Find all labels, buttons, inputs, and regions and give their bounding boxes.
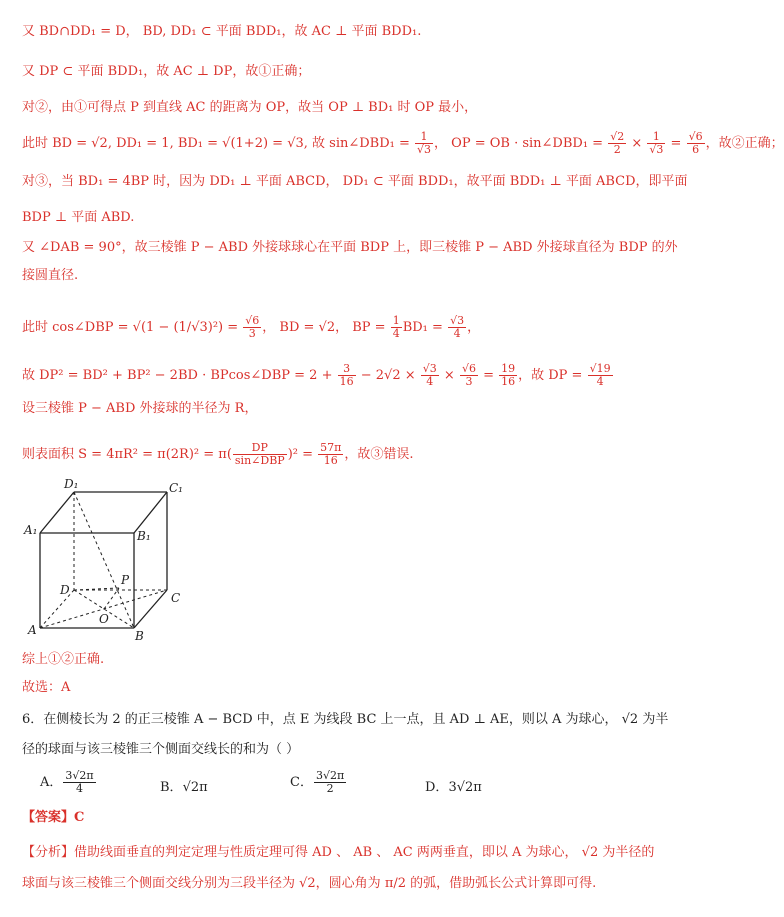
question-6-line-2: 径的球面与该三棱锥三个侧面交线长的和为（ ）: [22, 742, 300, 757]
fraction: $\frac{3}{16}$: [339, 362, 354, 388]
fraction: $\frac{√3}{4}$: [422, 362, 437, 388]
label-a: A: [28, 623, 37, 637]
fraction: $\frac{19}{16}$: [501, 362, 516, 388]
fraction: $\frac{1}{√3}$: [417, 130, 432, 156]
fraction: $\frac{√6}{6}$: [688, 130, 703, 156]
choice-line: 故选：A: [22, 680, 71, 695]
line-9: 此时 cos∠DBP = √(1 − (1/√3)²) = $\frac{√6}{3}$ ， BD = √2， BP = $\frac{1}{4}$ BD₁ = $\frac{√3}{4}$ ，: [22, 314, 481, 340]
line-6: BDP ⊥ 平面 ABD.: [22, 210, 135, 225]
analysis-line-2: 球面与该三棱锥三个侧面交线分别为三段半径为 √2，圆心角为 π/2 的弧，借助弧长公式计算即可得.: [22, 876, 597, 891]
line-8: 接圆直径.: [22, 268, 79, 283]
line-12: 则表面积 S = 4πR² = π(2R)² = π( $\frac{DP}{\text{sin∠DBP}}$ )² = $\frac{57\pi}{16}$ ，故③错误.: [22, 441, 414, 467]
line-1: 又 BD∩DD₁ = D， BD, DD₁ ⊂ 平面 BDD₁，故 AC ⊥ 平面 BDD₁.: [22, 24, 422, 39]
fraction: $\frac{57\pi}{16}$: [320, 441, 342, 467]
summary-line: 综上①②正确.: [22, 652, 105, 667]
option-c[interactable]: C． $\frac{3√2\pi}{2}$: [290, 769, 345, 795]
option-b[interactable]: B．√2π: [160, 780, 208, 795]
question-6-line-1: 6．在侧棱长为 2 的正三棱锥 A − BCD 中，点 E 为线段 BC 上一点，且 AD ⊥ AE，则以 A 为球心， √2 为半: [22, 712, 669, 727]
label-c: C: [171, 591, 181, 605]
fraction: $\frac{√6}{3}$: [245, 314, 260, 340]
line-10: 故 DP² = BD² + BP² − 2BD · BPcos∠DBP = 2 + $\frac{3}{16}$ − 2√2 × $\frac{√3}{4}$ × $\frac{√6}{3}$ = $\frac{19}{16}$ ，故 DP = $\frac{√19}{4}$: [22, 362, 611, 388]
label-b: B: [135, 629, 144, 643]
fraction: $\frac{√19}{4}$: [589, 362, 611, 388]
option-d[interactable]: D．3√2π: [425, 780, 482, 795]
answer-line: 【答案】C: [22, 810, 85, 825]
analysis-line-1: 【分析】借助线面垂直的判定定理与性质定理可得 AD 、 AB 、 AC 两两垂直，即以 A 为球心， √2 为半径的: [22, 845, 655, 860]
line-7: 又 ∠DAB = 90°，故三棱锥 P − ABD 外接球球心在平面 BDP 上，即三棱锥 P − ABD 外接球直径为 BDP 的外: [22, 240, 678, 255]
fraction: $\frac{1}{√3}$: [649, 130, 664, 156]
line-11: 设三棱锥 P − ABD 外接球的半径为 R，: [22, 401, 258, 416]
line-5: 对③，当 BD₁ = 4BP 时，因为 DD₁ ⊥ 平面 ABCD， DD₁ ⊂ 平面 BDD₁，故平面 BDD₁ ⊥ 平面 ABCD，即平面: [22, 174, 688, 189]
cube-figure: [22, 478, 192, 648]
line-2: 又 DP ⊂ 平面 BDD₁，故 AC ⊥ DP，故①正确；: [22, 64, 311, 79]
fraction: $\frac{1}{4}$: [392, 314, 400, 340]
label-p: P: [121, 573, 130, 587]
label-o: O: [99, 612, 109, 626]
fraction: $\frac{√2}{2}$: [610, 130, 625, 156]
fraction: $\frac{√3}{4}$: [450, 314, 465, 340]
line-4: 此时 BD = √2, DD₁ = 1, BD₁ = √(1+2) = √3, 故 sin∠DBD₁ = $\frac{1}{√3}$ ， OP = OB · sin∠DBD₁ = $\frac{√2}{2}$ × $\frac{1}{√3}$ = $\frac{√6}{6}$ ，故②正确；: [22, 130, 784, 156]
line-3: 对②，由①可得点 P 到直线 AC 的距离为 OP，故当 OP ⊥ BD₁ 时 OP 最小，: [22, 100, 478, 115]
text: 此时 BD = √2, DD₁ = 1, BD₁ = √(1+2) = √3, 故 sin∠DBD₁ =: [22, 136, 415, 151]
fraction: $\frac{DP}{\text{sin∠DBP}}$: [234, 441, 285, 467]
label-c1: C₁: [169, 481, 183, 495]
label-d1: D₁: [64, 477, 79, 491]
option-a[interactable]: A． $\frac{3√2\pi}{4}$: [40, 769, 94, 795]
label-a1: A₁: [24, 523, 38, 537]
label-d: D: [60, 583, 70, 597]
label-b1: B₁: [137, 529, 151, 543]
fraction: $\frac{√6}{3}$: [461, 362, 476, 388]
